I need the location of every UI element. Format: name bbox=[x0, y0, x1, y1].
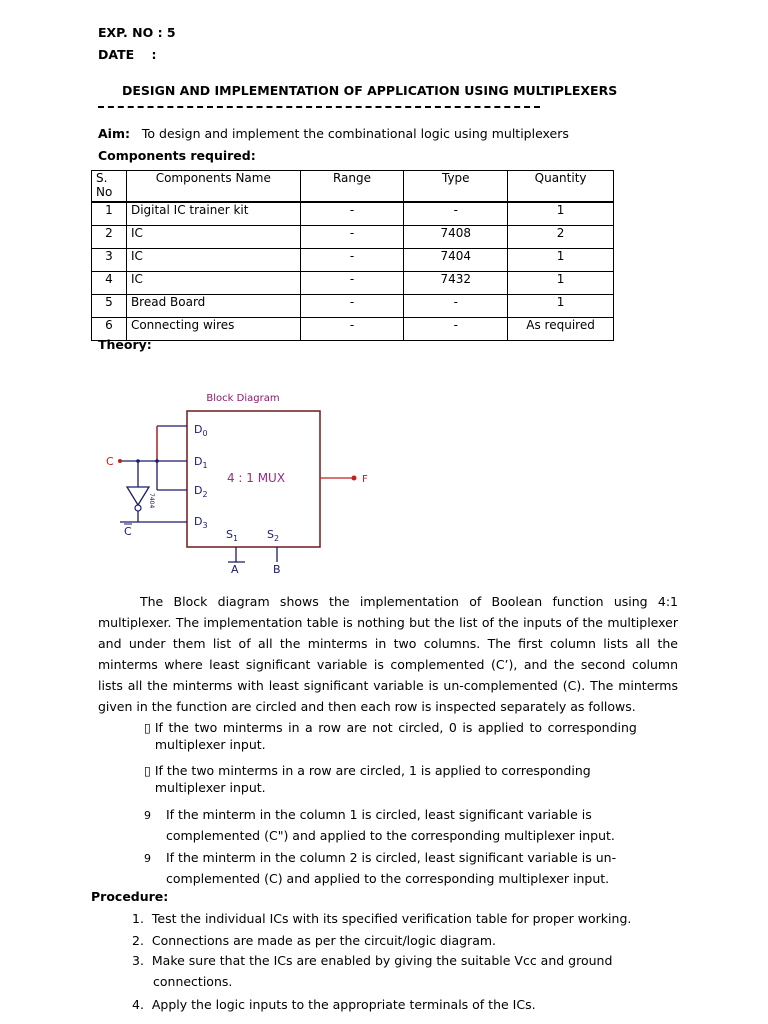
column-header-range: Range bbox=[300, 171, 404, 203]
cell-name: IC bbox=[126, 226, 300, 249]
cell-sno: 3 bbox=[92, 249, 127, 272]
procedure-step-text: Apply the logic inputs to the appropriate terminals of the ICs. bbox=[151, 997, 536, 1012]
cell-range: - bbox=[300, 272, 404, 295]
cell-range: - bbox=[300, 249, 404, 272]
column-header-name: Components Name bbox=[126, 171, 300, 203]
cell-sno: 4 bbox=[92, 272, 127, 295]
cell-quantity: As required bbox=[508, 318, 614, 341]
bullet-marker: 9 bbox=[144, 852, 151, 865]
output-f-label: F bbox=[362, 474, 368, 485]
cell-type: - bbox=[404, 295, 508, 318]
cell-range: - bbox=[300, 295, 404, 318]
inverter-ic-label: 7404 bbox=[148, 493, 155, 509]
cell-name: Digital IC trainer kit bbox=[126, 202, 300, 226]
input-c-dot bbox=[118, 459, 122, 463]
cell-name: IC bbox=[126, 272, 300, 295]
select-label-s2: $S_2$ bbox=[267, 528, 280, 543]
cell-name: Connecting wires bbox=[126, 318, 300, 341]
column-header-quantity: Quantity bbox=[508, 171, 614, 203]
diagram-title: Block Diagram bbox=[206, 393, 280, 404]
bullet-text: If the minterm in the column 1 is circled, least significant variable is complemented (C") and applied to the corresponding multiplexer input. bbox=[166, 807, 615, 843]
cell-type: - bbox=[404, 318, 508, 341]
procedure-step-text: Test the individual ICs with its specified verification table for proper working. bbox=[151, 911, 632, 926]
procedure-step-3: 3. Make sure that the ICs are enabled by giving the suitable Vcc and ground connections. bbox=[132, 953, 613, 989]
cell-type: 7432 bbox=[404, 272, 508, 295]
inverter-symbol bbox=[127, 487, 149, 505]
document-title: DESIGN AND IMPLEMENTATION OF APPLICATION USING MULTIPLEXERS bbox=[122, 83, 618, 98]
input-label-d1: $D_1$ bbox=[194, 455, 208, 470]
cell-sno: 2 bbox=[92, 226, 127, 249]
cell-range: - bbox=[300, 226, 404, 249]
bullet-marker: ▯ bbox=[144, 720, 151, 735]
select-input-a: A bbox=[231, 563, 239, 576]
column-header-sno: S. No bbox=[92, 171, 127, 203]
cell-type: - bbox=[404, 202, 508, 226]
procedure-step-text: Connections are made as per the circuit/logic diagram. bbox=[151, 933, 496, 948]
cell-quantity: 1 bbox=[508, 202, 614, 226]
cell-quantity: 1 bbox=[508, 272, 614, 295]
output-dot bbox=[352, 476, 357, 481]
theory-paragraph bbox=[98, 591, 678, 717]
column-header-type: Type bbox=[404, 171, 508, 203]
cell-name: Bread Board bbox=[126, 295, 300, 318]
bullet-marker: ▯ bbox=[144, 763, 151, 778]
select-label-s1: $S_1$ bbox=[226, 528, 239, 543]
list-item bbox=[144, 762, 650, 796]
procedure-heading: Procedure: bbox=[91, 889, 169, 904]
bullet-text: If the two minterms in a row are not circled, 0 is applied to corresponding multiplexer input. bbox=[154, 720, 637, 752]
bullet-text: If the two minterms in a row are circled, 1 is applied to corresponding multiplexer input. bbox=[154, 763, 591, 795]
cell-range: - bbox=[300, 202, 404, 226]
input-label-d2: $D_2$ bbox=[194, 484, 208, 499]
input-c-bar-label: C bbox=[124, 525, 132, 538]
procedure-step-4: 4. Apply the logic inputs to the appropriate terminals of the ICs. bbox=[132, 997, 536, 1012]
list-item bbox=[144, 804, 674, 846]
cell-quantity: 1 bbox=[508, 249, 614, 272]
cell-type: 7404 bbox=[404, 249, 508, 272]
input-c-label: C bbox=[106, 455, 114, 468]
list-item bbox=[144, 847, 674, 889]
select-input-b: B bbox=[273, 563, 281, 576]
procedure-step-2: 2. Connections are made as per the circuit/logic diagram. bbox=[132, 933, 496, 948]
cell-quantity: 1 bbox=[508, 295, 614, 318]
components-heading: Components required: bbox=[98, 148, 256, 163]
date-label: DATE : bbox=[98, 47, 157, 62]
input-label-d3: $D_3$ bbox=[194, 515, 208, 530]
cell-sno: 1 bbox=[92, 202, 127, 226]
mux-label: 4 : 1 MUX bbox=[226, 471, 286, 485]
cell-range: - bbox=[300, 318, 404, 341]
cell-quantity: 2 bbox=[508, 226, 614, 249]
cell-sno: 5 bbox=[92, 295, 127, 318]
theory-heading: Theory: bbox=[98, 337, 152, 352]
bullet-text: If the minterm in the column 2 is circled, least significant variable is un-complemented (C) and applied to the corresponding multiplexer input. bbox=[166, 850, 617, 886]
theory-paragraph-text: The Block diagram shows the implementation of Boolean function using 4:1 multiplexer. The implementation table is nothing but the list of the inputs of the multiplexer and under them list of all the minterms in two columns. The first column lists all the minterms where least significant variable is complemented (C’), and the second column lists all the minterms with least significant variable is un-complemented (C). The minterms given in the function are circled and then each row is inspected separately as follows. bbox=[98, 594, 678, 714]
aim-text: To design and implement the combinational logic using multiplexers bbox=[141, 126, 569, 141]
cell-type: 7408 bbox=[404, 226, 508, 249]
cell-name: IC bbox=[126, 249, 300, 272]
list-item bbox=[144, 719, 650, 753]
procedure-step-text: Make sure that the ICs are enabled by giving the suitable Vcc and ground connections. bbox=[151, 953, 613, 989]
cell-sno: 6 bbox=[92, 318, 127, 341]
experiment-number: EXP. NO : 5 bbox=[98, 25, 176, 40]
bullet-marker: 9 bbox=[144, 809, 151, 822]
aim-label: Aim: bbox=[98, 126, 130, 141]
input-label-d0: $D_0$ bbox=[194, 423, 208, 438]
procedure-step-1: 1. Test the individual ICs with its specified verification table for proper working. bbox=[132, 911, 632, 926]
inverter-bubble bbox=[135, 505, 141, 511]
